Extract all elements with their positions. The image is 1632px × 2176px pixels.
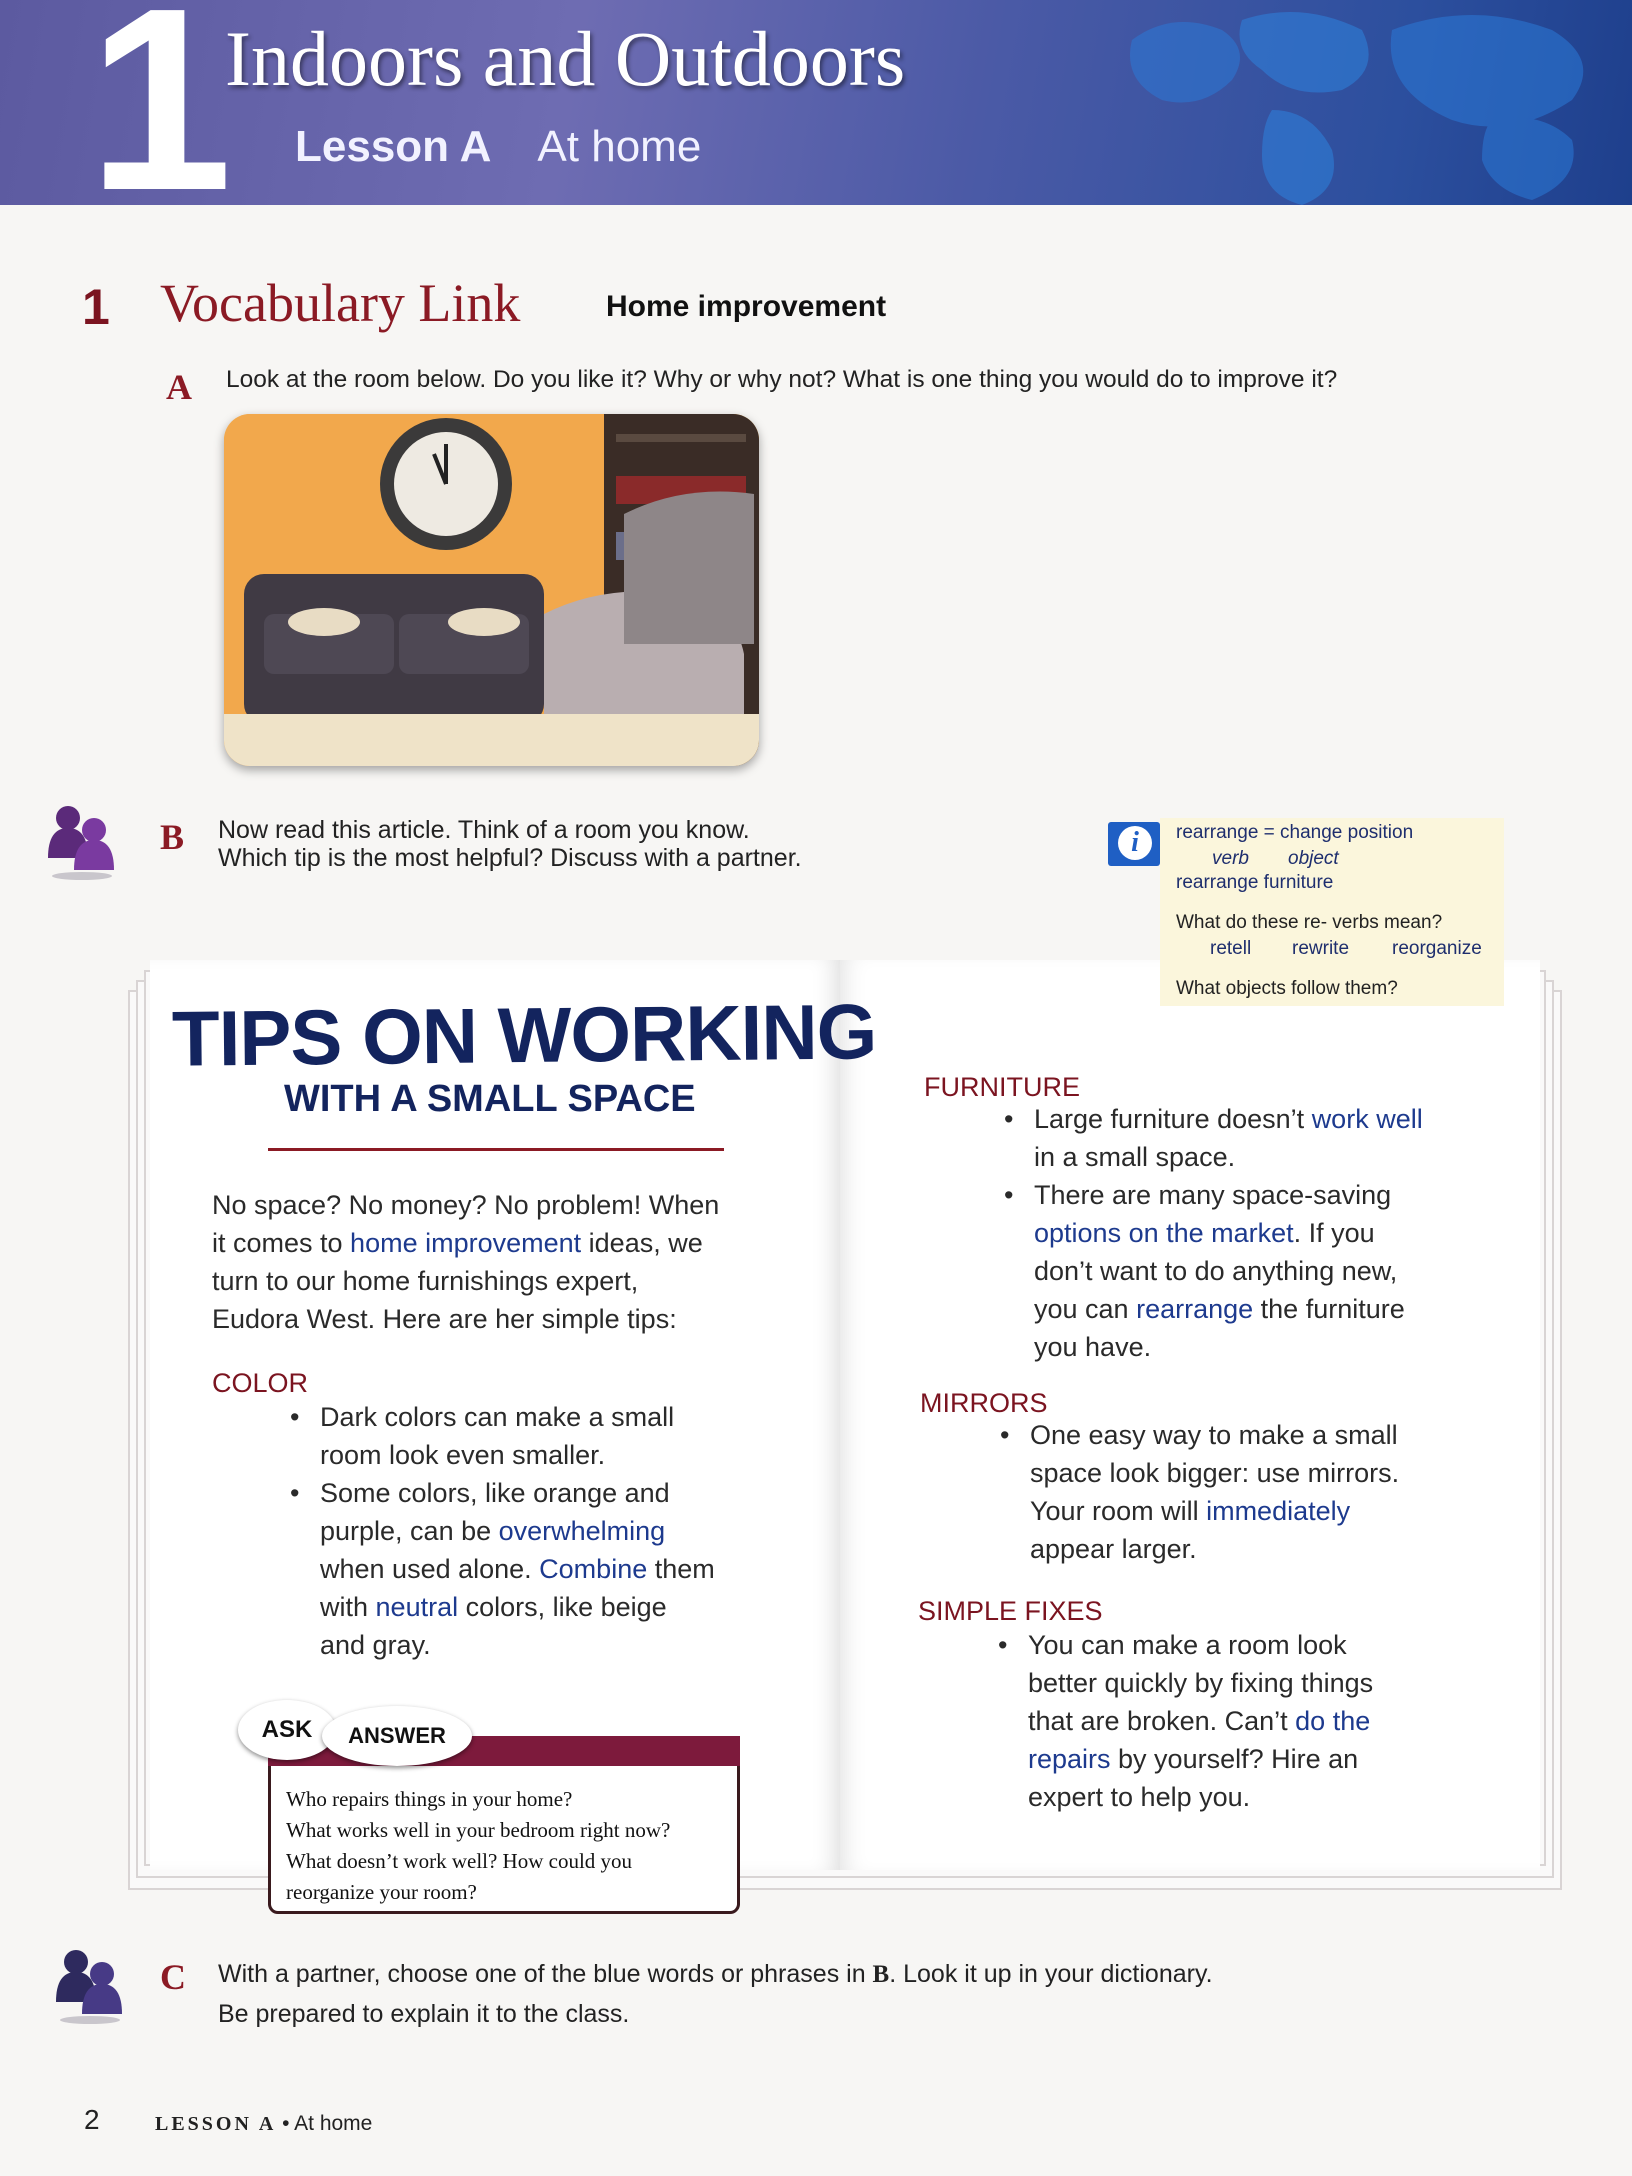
living-room-photo [224, 414, 759, 766]
note-verb-2: rewrite [1292, 938, 1350, 959]
mirrors-heading: MIRRORS [920, 1388, 1048, 1418]
section-title: Vocabulary Link [160, 273, 521, 333]
note-follow: What objects follow them? [1176, 978, 1398, 999]
pair-work-icon [52, 1944, 128, 2024]
furniture-bullet-2: • There are many space-saving options on the market. If you don’t want to do anything new, you can rearrange the furniture you have. [1004, 1180, 1405, 1362]
ask-answer-questions: Who repairs things in your home? What works well in your bedroom right now? What doesn’t work well? How could you reorganize your room? [286, 1787, 671, 1904]
note-line-1: rearrange = change position [1176, 822, 1414, 843]
part-a-instruction: Look at the room below. Do you like it? Why or why not? What is one thing you would do to improve it? [226, 366, 1338, 393]
part-a-letter: A [166, 367, 192, 407]
note-line-3: rearrange furniture [1176, 872, 1334, 893]
ask-bubble: ASK [238, 1700, 336, 1760]
note-verb-1: retell [1210, 938, 1252, 959]
unit-banner [0, 0, 1632, 205]
note-verb-3: reorganize [1392, 938, 1482, 959]
simple-fixes-heading: SIMPLE FIXES [918, 1596, 1103, 1626]
furniture-heading: FURNITURE [924, 1072, 1080, 1102]
pair-work-icon [44, 800, 120, 880]
world-map-icon [1072, 0, 1632, 205]
mirrors-bullet-1: • One easy way to make a small space look bigger: use mirrors. Your room will immediately appear larger. [1000, 1420, 1400, 1564]
part-c-letter: C [160, 1957, 186, 1997]
part-b-letter: B [160, 817, 185, 857]
title-divider [268, 1148, 724, 1151]
note-verb: verb [1212, 848, 1249, 869]
part-c-line-1: With a partner, choose one of the blue words or phrases in B. Look it up in your dictionary. [218, 1960, 1213, 1988]
footer-lesson: LESSON A • At home [155, 2112, 373, 2135]
article-subtitle: WITH A SMALL SPACE [284, 1078, 696, 1120]
room-illustration [224, 414, 759, 766]
article-title: TIPS ON WORKING [171, 987, 877, 1083]
section-number: 1 [82, 279, 110, 335]
article-intro: No space? No money? No problem! When it comes to home improvement ideas, we turn to our home furnishings expert, Eudora West. Here are her simple tips: [212, 1190, 720, 1334]
color-heading: COLOR [212, 1368, 309, 1398]
answer-bubble: ANSWER [322, 1706, 472, 1766]
lesson-label: Lesson A [295, 122, 492, 171]
lesson-heading [295, 122, 701, 172]
lesson-title: At home [537, 122, 702, 171]
furniture-bullet-1: • Large furniture doesn’t work well in a small space. [1004, 1104, 1423, 1172]
part-c-line-2: Be prepared to explain it to the class. [218, 2000, 630, 2028]
page-number: 2 [84, 2104, 100, 2135]
color-bullet-2: • Some colors, like orange and purple, can be overwhelming when used alone. Combine them with neutral colors, like beige and gray. [290, 1478, 715, 1660]
color-bullet-1: • Dark colors can make a small room look even smaller. [290, 1402, 675, 1470]
vocabulary-note [1160, 818, 1504, 1006]
part-b-line-2: Which tip is the most helpful? Discuss with a partner. [218, 844, 802, 872]
simple-fixes-bullet-1: • You can make a room look better quickly by fixing things that are broken. Can’t do the repairs by yourself? Hire an expert to help you. [998, 1630, 1374, 1812]
note-object: object [1288, 848, 1339, 869]
unit-title: Indoors and Outdoors [225, 15, 906, 102]
note-question: What do these re- verbs mean? [1176, 912, 1443, 933]
part-b-line-1: Now read this article. Think of a room you know. [218, 816, 750, 844]
section-subtitle: Home improvement [606, 290, 887, 323]
info-icon: i [1108, 822, 1160, 866]
unit-number: 1 [88, 0, 227, 205]
